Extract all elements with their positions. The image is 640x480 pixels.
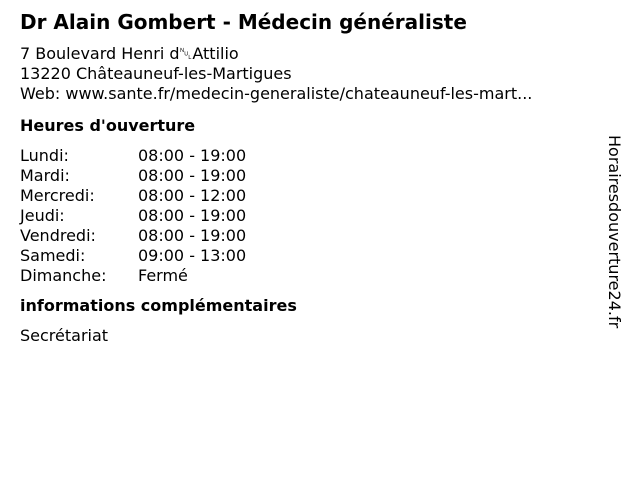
opening-hours-heading: Heures d'ouverture (20, 116, 196, 135)
address-line-street: 7 Boulevard Henri d␀Attilio (20, 44, 239, 63)
time-range: 08:00 - 19:00 (138, 166, 247, 185)
day-label: Vendredi: (20, 226, 96, 245)
additional-info-text: Secrétariat (20, 326, 109, 345)
time-range: 08:00 - 19:00 (138, 146, 247, 165)
hours-row-tuesday (20, 166, 600, 186)
business-title: Dr Alain Gombert - Médecin généraliste (20, 10, 467, 34)
opening-hours-list (20, 146, 600, 286)
hours-row-thursday (20, 206, 600, 226)
time-range: 08:00 - 12:00 (138, 186, 247, 205)
hours-row-sunday (20, 266, 600, 286)
time-range: 09:00 - 13:00 (138, 246, 247, 265)
hours-row-saturday (20, 246, 600, 266)
site-brand-vertical[interactable]: Horairesdouverture24.fr (605, 135, 624, 329)
day-label: Dimanche: (20, 266, 107, 285)
time-range: 08:00 - 19:00 (138, 226, 247, 245)
time-range: 08:00 - 19:00 (138, 206, 247, 225)
day-label: Jeudi: (20, 206, 65, 225)
day-label: Samedi: (20, 246, 86, 265)
hours-row-wednesday (20, 186, 600, 206)
day-label: Mercredi: (20, 186, 95, 205)
hours-row-monday (20, 146, 600, 166)
additional-info-heading: informations complémentaires (20, 296, 297, 315)
day-label: Lundi: (20, 146, 69, 165)
website-link[interactable]: Web: www.sante.fr/medecin-generaliste/chateauneuf-les-mart... (20, 84, 533, 103)
address-line-city: 13220 Châteauneuf-les-Martigues (20, 64, 292, 83)
business-card (20, 8, 600, 346)
day-label: Mardi: (20, 166, 70, 185)
hours-row-friday (20, 226, 600, 246)
time-range: Fermé (138, 266, 188, 285)
